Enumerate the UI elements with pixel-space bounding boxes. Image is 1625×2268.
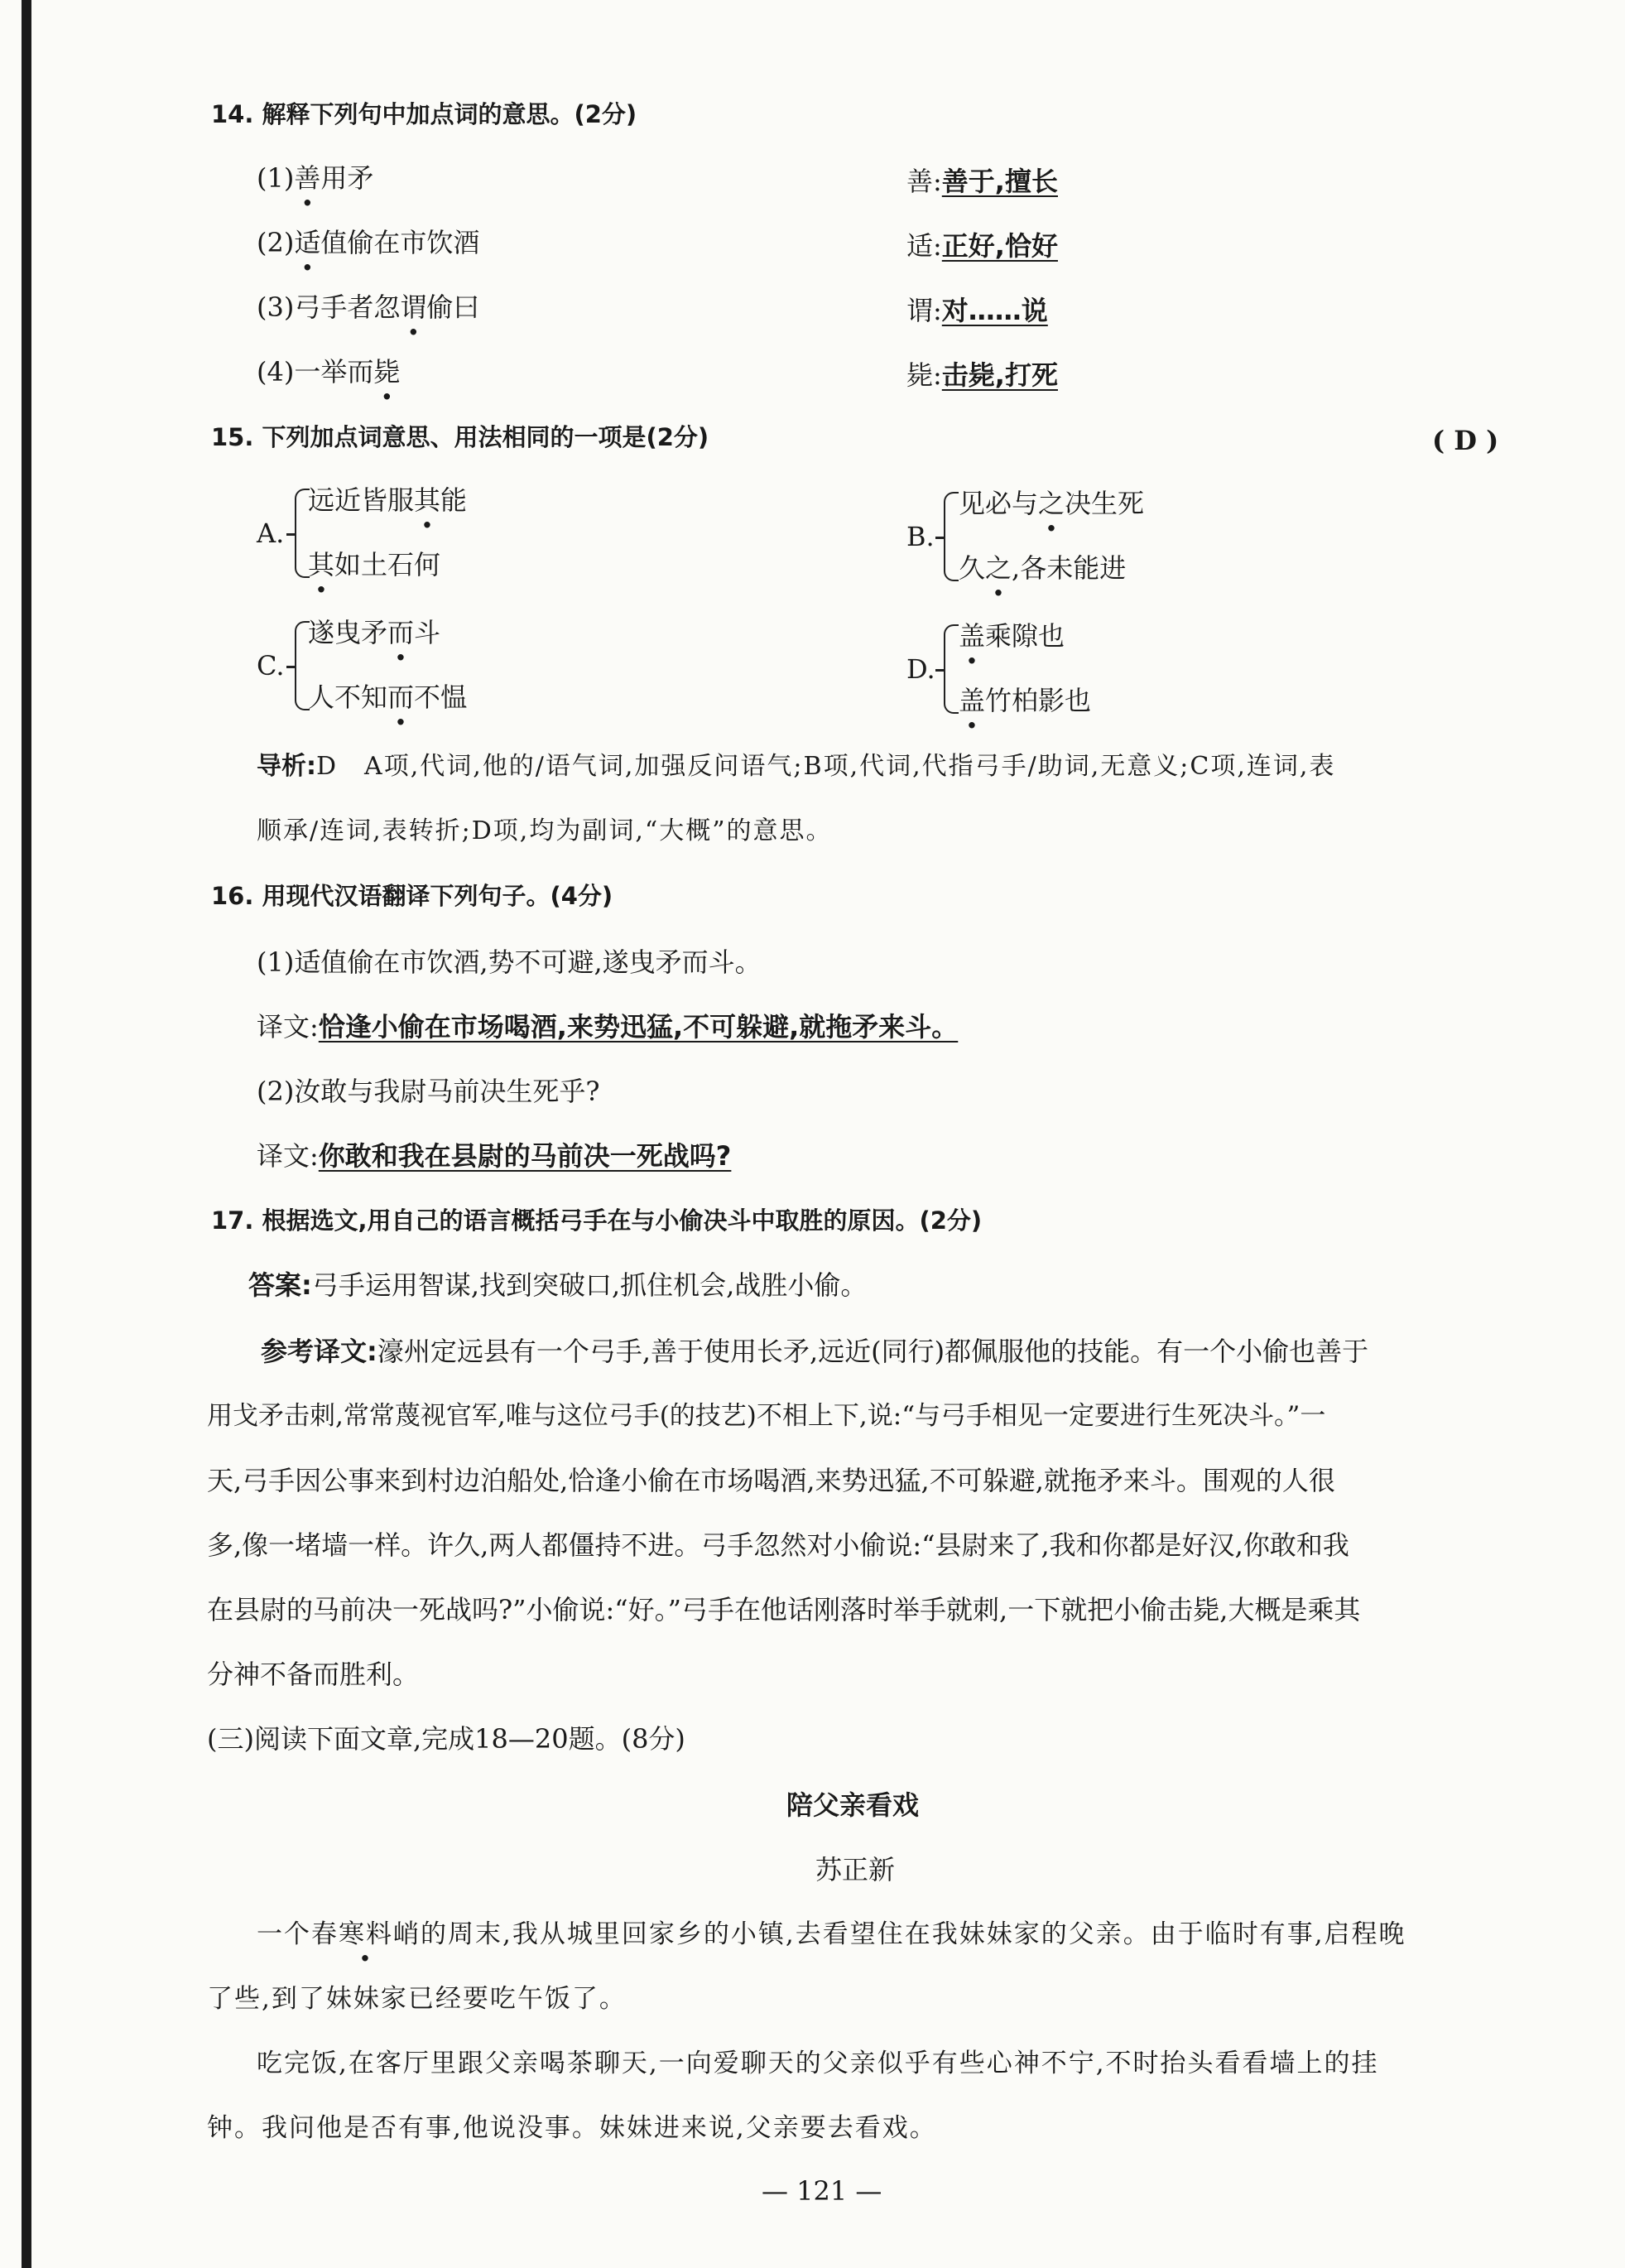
q15-option-c-label: C. [257, 650, 285, 681]
q15-analysis-line-1: 导析:D A项,代词,他的/语气词,加强反问语气;B项,代词,代指弓手/助词,无意义;C项,连词,表 [257, 752, 1336, 781]
q17-ref-line-4: 多,像一堵墙一样。许久,两人都僵持不进。弓手忽然对小偷说:“县尉来了,我和你都是好汉,你敢和我 [207, 1529, 1349, 1561]
article-p2-line-1: 吃完饭,在客厅里跟父亲喝茶聊天,一向爱聊天的父亲似乎有些心神不宁,不时抬头看看墙上的挂 [257, 2049, 1379, 2078]
q15-option-c-line-2: 人不知而不愠 [308, 681, 468, 713]
q15-analysis-line-2: 顺承/连词,表转折;D项,均为副词,“大概”的意思。 [257, 816, 833, 845]
article-title: 陪父亲看戏 [786, 1789, 920, 1821]
article-p1-line-2: 了些,到了妹妹家已经要吃午饭了。 [207, 1984, 627, 2014]
q15-option-b-brace [944, 492, 959, 581]
article-p1-line-1: 一个春寒料峭的周末,我从城里回家乡的小镇,去看望住在我妹妹家的父亲。由于临时有事,启程晚 [257, 1919, 1406, 1949]
q17-ref-line-2: 用戈矛击刺,常常蔑视官军,唯与这位弓手(的技艺)不相上下,说:“与弓手相见一定要进行生死决斗。”一 [207, 1401, 1326, 1431]
q15-option-a-line-2: 其如土石何 [308, 549, 441, 580]
q15-option-a-line-1: 远近皆服其能 [308, 484, 468, 516]
q15-option-d-line-1: 盖乘隙也 [959, 620, 1065, 652]
q15-answer-paren: ( D ) [1432, 425, 1499, 456]
q15-option-d-brace [944, 624, 959, 714]
q16-header: 16. 用现代汉语翻译下列句子。(4分) [211, 882, 613, 910]
q15-option-c-line-1: 遂曳矛而斗 [308, 617, 441, 648]
q17-ref-line-3: 天,弓手因公事来到村边泊船处,恰逢小偷在市场喝酒,来势迅猛,不可躲避,就拖矛来斗。围观的人很 [207, 1465, 1335, 1496]
article-author: 苏正新 [815, 1854, 896, 1885]
q15-option-d-label: D. [906, 653, 935, 685]
q14-header: 14. 解释下列句中加点词的意思。(2分) [211, 100, 637, 128]
article-p2-line-2: 钟。我问他是否有事,他说没事。妹妹进来说,父亲要去看戏。 [207, 2113, 937, 2143]
q17-ref-line-6: 分神不备而胜利。 [207, 1659, 420, 1690]
q17-answer: 答案:弓手运用智谋,找到突破口,抓住机会,战胜小偷。 [248, 1269, 868, 1301]
q14-item-1: (1)善用矛 [257, 162, 374, 194]
q15-option-b-line-2: 久之,各未能进 [959, 552, 1127, 584]
q15-option-b-label: B. [906, 521, 935, 552]
q16-sentence-2: (2)汝敢与我尉马前决生死乎? [257, 1076, 600, 1107]
q17-ref-line-1: 参考译文:濠州定远县有一个弓手,善于使用长矛,远近(同行)都佩服他的技能。有一个小偷也善于 [261, 1336, 1369, 1367]
q15-header: 15. 下列加点词意思、用法相同的一项是(2分) [211, 423, 709, 451]
q16-translation-2: 译文:你敢和我在县尉的马前决一死战吗? [257, 1140, 732, 1172]
q14-answer-1: 善:善于,擅长 [906, 166, 1058, 197]
q14-answer-4: 毙:击毙,打死 [906, 359, 1058, 391]
q14-item-2: (2)适值偷在市饮酒 [257, 227, 480, 258]
section3-intro: (三)阅读下面文章,完成18—20题。(8分) [207, 1723, 685, 1755]
q15-option-d-line-2: 盖竹柏影也 [959, 685, 1092, 716]
q14-answer-2: 适:正好,恰好 [906, 230, 1058, 262]
q14-answer-3: 谓:对……说 [906, 295, 1048, 326]
q16-translation-1: 译文:恰逢小偷在市场喝酒,来势迅猛,不可躲避,就拖矛来斗。 [257, 1011, 959, 1043]
q16-sentence-1: (1)适值偷在市饮酒,势不可避,遂曳矛而斗。 [257, 946, 762, 978]
q15-option-a-label: A. [257, 518, 285, 549]
page-number: — 121 — [762, 2175, 882, 2207]
q17-ref-line-5: 在县尉的马前决一死战吗?”小偷说:“好。”弓手在他话刚落时举手就刺,一下就把小偷击毙,大概是乘其 [207, 1594, 1361, 1625]
q15-option-b-line-1: 见必与之决生死 [959, 488, 1145, 519]
q17-header: 17. 根据选文,用自己的语言概括弓手在与小偷决斗中取胜的原因。(2分) [211, 1206, 983, 1235]
q14-item-4: (4)一举而毙 [257, 356, 401, 388]
q14-item-3: (3)弓手者忽谓偷曰 [257, 291, 480, 323]
